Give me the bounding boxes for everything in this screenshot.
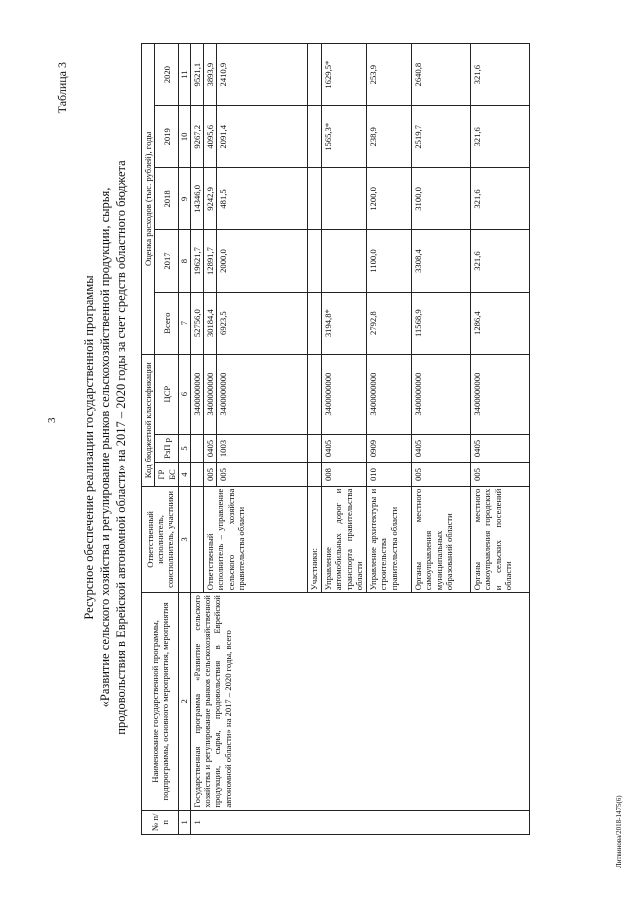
y2019: 1565,3* xyxy=(321,106,366,168)
y2018 xyxy=(321,168,366,230)
col-number: 7 xyxy=(179,292,190,354)
executor: Ответственный исполнитель – управление сельского хозяйства правительства области xyxy=(204,486,308,592)
y2020: 3893,9 xyxy=(204,44,217,106)
y2018: 481,5 xyxy=(217,168,308,230)
program-name: Государственная программа «Развитие сельского хозяйства и регулирование рынков сельскохозяйственной продукции, сырья, продовольствия в Еврейской автономной области» на 2017 – 2020 годы, всего xyxy=(190,593,529,810)
resource-table xyxy=(141,43,530,835)
total: 1286,4 xyxy=(470,292,529,354)
col-number: 1 xyxy=(179,810,190,834)
y2019: 2519,7 xyxy=(411,106,470,168)
executor: Управление архитектуры и строительства правительства области xyxy=(366,486,411,592)
y2019: 238,9 xyxy=(366,106,411,168)
csr: 3400000000 xyxy=(366,354,411,434)
header-csr: ЦСР xyxy=(155,354,179,434)
title-line-2: «Развитие сельского хозяйства и регулирование рынков сельскохозяйственной продукции, сырья, xyxy=(98,187,112,708)
rzpr: 0909 xyxy=(366,434,411,463)
header-estimate: Оценка расходов (тыс. рублей), годы xyxy=(142,44,155,355)
total: 11568,9 xyxy=(411,292,470,354)
document-title xyxy=(81,40,129,855)
y2020: 2640,8 xyxy=(411,44,470,106)
column-number-row xyxy=(179,44,190,835)
csr: 3400000000 xyxy=(190,354,203,434)
grbs: 005 xyxy=(411,463,470,486)
y2019: 9267,2 xyxy=(190,106,203,168)
rzpr xyxy=(190,434,203,463)
y2019: 4095,6 xyxy=(204,106,217,168)
header-2019: 2019 xyxy=(155,106,179,168)
y2018: 14346,0 xyxy=(190,168,203,230)
col-number: 6 xyxy=(179,354,190,434)
header-grbs: ГР БС xyxy=(155,463,179,486)
grbs: 005 xyxy=(470,463,529,486)
executor: Управление автомобильных дорог и транспорта правительства области xyxy=(321,486,366,592)
header-name: Наименование государственной программы, подпрограммы, основного мероприятия, мероприятия xyxy=(142,593,179,810)
col-number: 10 xyxy=(179,106,190,168)
y2017: 321,6 xyxy=(470,230,529,292)
total: 30184,4 xyxy=(204,292,217,354)
csr: 3400000000 xyxy=(470,354,529,434)
total: 52756,0 xyxy=(190,292,203,354)
y2020: 321,6 xyxy=(470,44,529,106)
executor: Органы местного самоуправления городских и сельских поселений области xyxy=(470,486,529,592)
title-line-3: продовольствия в Еврейской автономной области» на 2017 – 2020 годы за счет средств областного бюджета xyxy=(114,160,128,735)
y2020: 9521,1 xyxy=(190,44,203,106)
y2018: 9242,9 xyxy=(204,168,217,230)
total: 2792,8 xyxy=(366,292,411,354)
y2017 xyxy=(321,230,366,292)
grbs: 005 xyxy=(217,463,308,486)
col-number: 2 xyxy=(179,593,190,810)
executor: Органы местного самоуправления муниципальных образований области xyxy=(411,486,470,592)
y2020: 2410,9 xyxy=(217,44,308,106)
y2017: 2000,0 xyxy=(217,230,308,292)
executor: Участники: xyxy=(308,486,321,592)
header-budget-code: Код бюджетной классификации xyxy=(142,354,155,486)
executor xyxy=(190,486,203,592)
grbs xyxy=(190,463,203,486)
page-number: 3 xyxy=(46,417,58,423)
rzpr: 0405 xyxy=(204,434,217,463)
header-2020: 2020 xyxy=(155,44,179,106)
header-2018: 2018 xyxy=(155,168,179,230)
rzpr: 1003 xyxy=(217,434,308,463)
rzpr: 0405 xyxy=(321,434,366,463)
y2019: 321,6 xyxy=(470,106,529,168)
header-total: Всего xyxy=(155,292,179,354)
y2019: 2091,4 xyxy=(217,106,308,168)
y2017: 1100,0 xyxy=(366,230,411,292)
rotated-page xyxy=(49,40,594,855)
table-row xyxy=(190,44,203,835)
y2018: 3100,0 xyxy=(411,168,470,230)
table-label: Таблица 3 xyxy=(55,62,69,114)
csr: 3400000000 xyxy=(217,354,308,434)
rzpr: 0405 xyxy=(411,434,470,463)
grbs: 008 xyxy=(321,463,366,486)
y2017: 3308,4 xyxy=(411,230,470,292)
col-number: 8 xyxy=(179,230,190,292)
col-number: 9 xyxy=(179,168,190,230)
row-number: 1 xyxy=(190,810,529,834)
title-line-1: Ресурсное обеспечение реализации государственной программы xyxy=(82,275,96,620)
csr: 3400000000 xyxy=(411,354,470,434)
total: 6923,5 xyxy=(217,292,308,354)
total: 3194,8* xyxy=(321,292,366,354)
col-number: 5 xyxy=(179,434,190,463)
rzpr: 0405 xyxy=(470,434,529,463)
header-num: № п/п xyxy=(142,810,179,834)
grbs: 010 xyxy=(366,463,411,486)
col-number: 4 xyxy=(179,463,190,486)
y2018: 321,6 xyxy=(470,168,529,230)
header-2017: 2017 xyxy=(155,230,179,292)
y2020: 253,9 xyxy=(366,44,411,106)
y2020: 1629,5* xyxy=(321,44,366,106)
header-executor: Ответственный исполнитель, соисполнитель, участники xyxy=(142,486,179,592)
footer-code: Литвинова/2018-1475(6) xyxy=(615,795,623,868)
csr: 3400000000 xyxy=(321,354,366,434)
col-number: 3 xyxy=(179,486,190,592)
y2017: 12891,7 xyxy=(204,230,217,292)
y2017: 19621,7 xyxy=(190,230,203,292)
header-rzpr: РзП р xyxy=(155,434,179,463)
y2018: 1200,0 xyxy=(366,168,411,230)
csr: 3400000000 xyxy=(204,354,217,434)
col-number: 11 xyxy=(179,44,190,106)
grbs: 005 xyxy=(204,463,217,486)
